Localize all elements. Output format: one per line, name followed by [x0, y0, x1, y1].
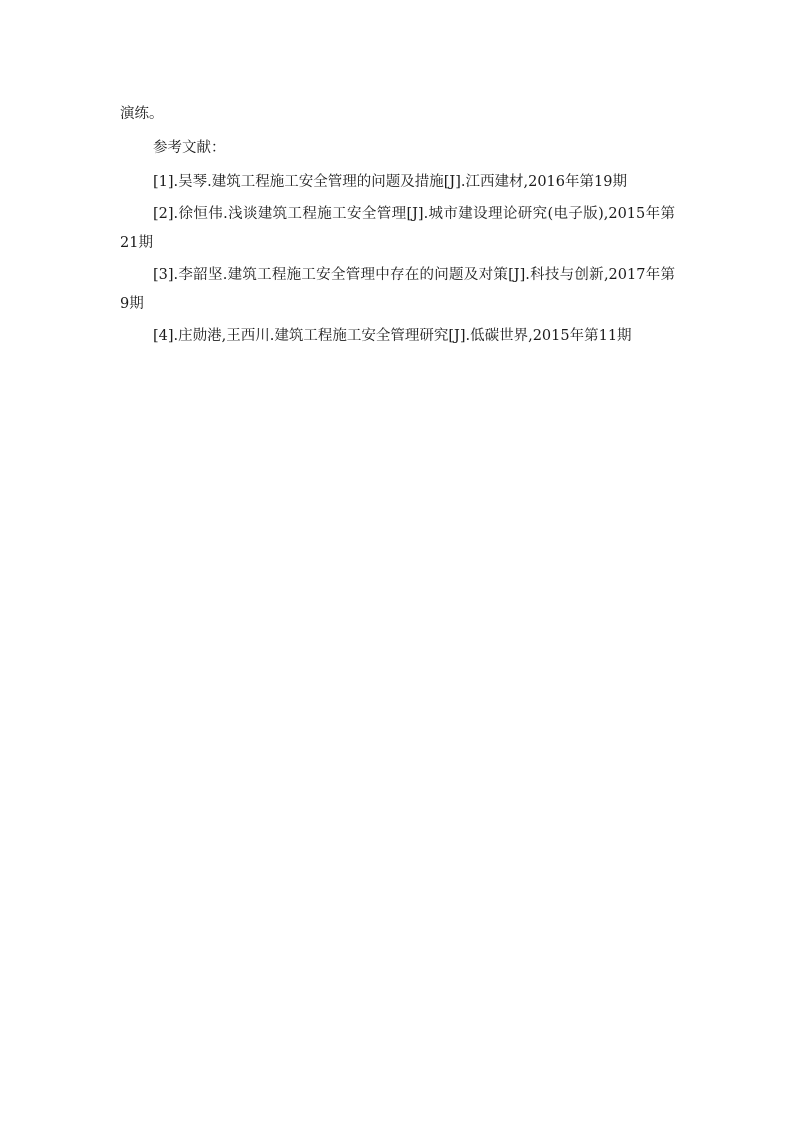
reference-item-1: [1].吴琴.建筑工程施工安全管理的问题及措施[J].江西建材,2016年第19期	[153, 174, 627, 190]
reference-item-2: [2].徐恒伟.浅谈建筑工程施工安全管理[J].城市建设理论研究(电子版),2015年第21期	[120, 206, 675, 251]
reference-item-4: [4].庄勋港,王西川.建筑工程施工安全管理研究[J].低碳世界,2015年第11期	[153, 328, 632, 344]
continuation-text: 演练。	[120, 106, 164, 122]
page-content	[120, 100, 675, 354]
references-heading: 参考文献：	[153, 140, 226, 156]
reference-item-3: [3].李韶坚.建筑工程施工安全管理中存在的问题及对策[J].科技与创新,2017年第9期	[120, 267, 675, 312]
